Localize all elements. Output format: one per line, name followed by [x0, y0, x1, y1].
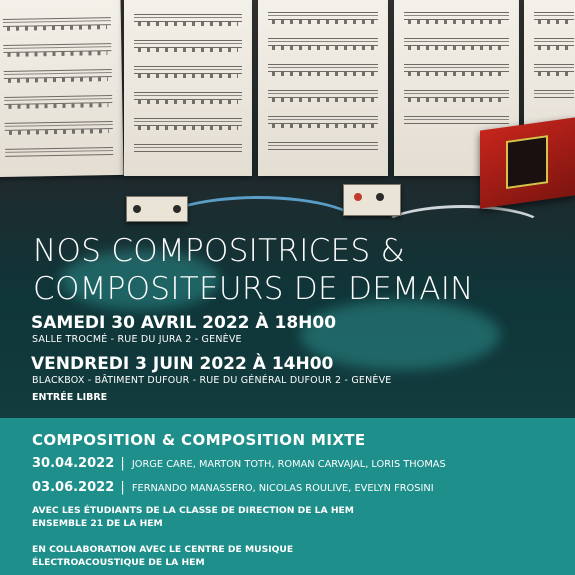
venue-line-2: BLACKBOX - BÂTIMENT DUFOUR - RUE DU GÉNÉRAL DUFOUR 2 - GENÈVE	[32, 375, 392, 386]
title-line-1: NOS COMPOSITRICES &	[33, 233, 406, 269]
separator: |	[120, 456, 125, 471]
free-entry-label: ENTRÉE LIBRE	[32, 392, 108, 403]
program-names: FERNANDO MANASSERO, NICOLAS ROULIVE, EVELYN FROSINI	[131, 483, 434, 494]
sheet-music-page-center-left	[124, 0, 252, 176]
effects-pedal-left	[126, 196, 188, 222]
collaboration-note-1	[32, 504, 354, 530]
collaboration-note-2	[32, 543, 293, 569]
date-line-1: SAMEDI 30 AVRIL 2022 À 18H00	[31, 313, 337, 333]
sheet-music-page-left	[0, 0, 124, 177]
note-line: ÉLECTROACOUSTIQUE DE LA HEM	[32, 557, 205, 568]
venue-line-1: SALLE TROCMÉ - RUE DU JURA 2 - GENÈVE	[32, 334, 242, 345]
effects-pedal-right	[343, 184, 401, 216]
note-line: AVEC LES ÉTUDIANTS DE LA CLASSE DE DIRECTION DE LA HEM	[32, 505, 354, 516]
program-row	[32, 456, 446, 471]
program-row	[32, 480, 434, 495]
note-line: EN COLLABORATION AVEC LE CENTRE DE MUSIQUE	[32, 544, 294, 555]
program-date: 30.04.2022	[32, 456, 115, 471]
expression-pedal	[480, 117, 575, 208]
program-names: JORGE CARE, MARTON TOTH, ROMAN CARVAJAL, LORIS THOMAS	[131, 459, 446, 470]
event-title	[33, 232, 474, 308]
sheet-music-page-center-right	[258, 0, 388, 176]
title-line-2: COMPOSITEURS DE DEMAIN	[33, 271, 474, 307]
separator: |	[120, 480, 125, 495]
program-section-title: COMPOSITION & COMPOSITION MIXTE	[32, 431, 366, 449]
program-date: 03.06.2022	[32, 480, 115, 495]
date-line-2: VENDREDI 3 JUIN 2022 À 14H00	[31, 354, 334, 374]
note-line: ENSEMBLE 21 DE LA HEM	[32, 518, 163, 529]
